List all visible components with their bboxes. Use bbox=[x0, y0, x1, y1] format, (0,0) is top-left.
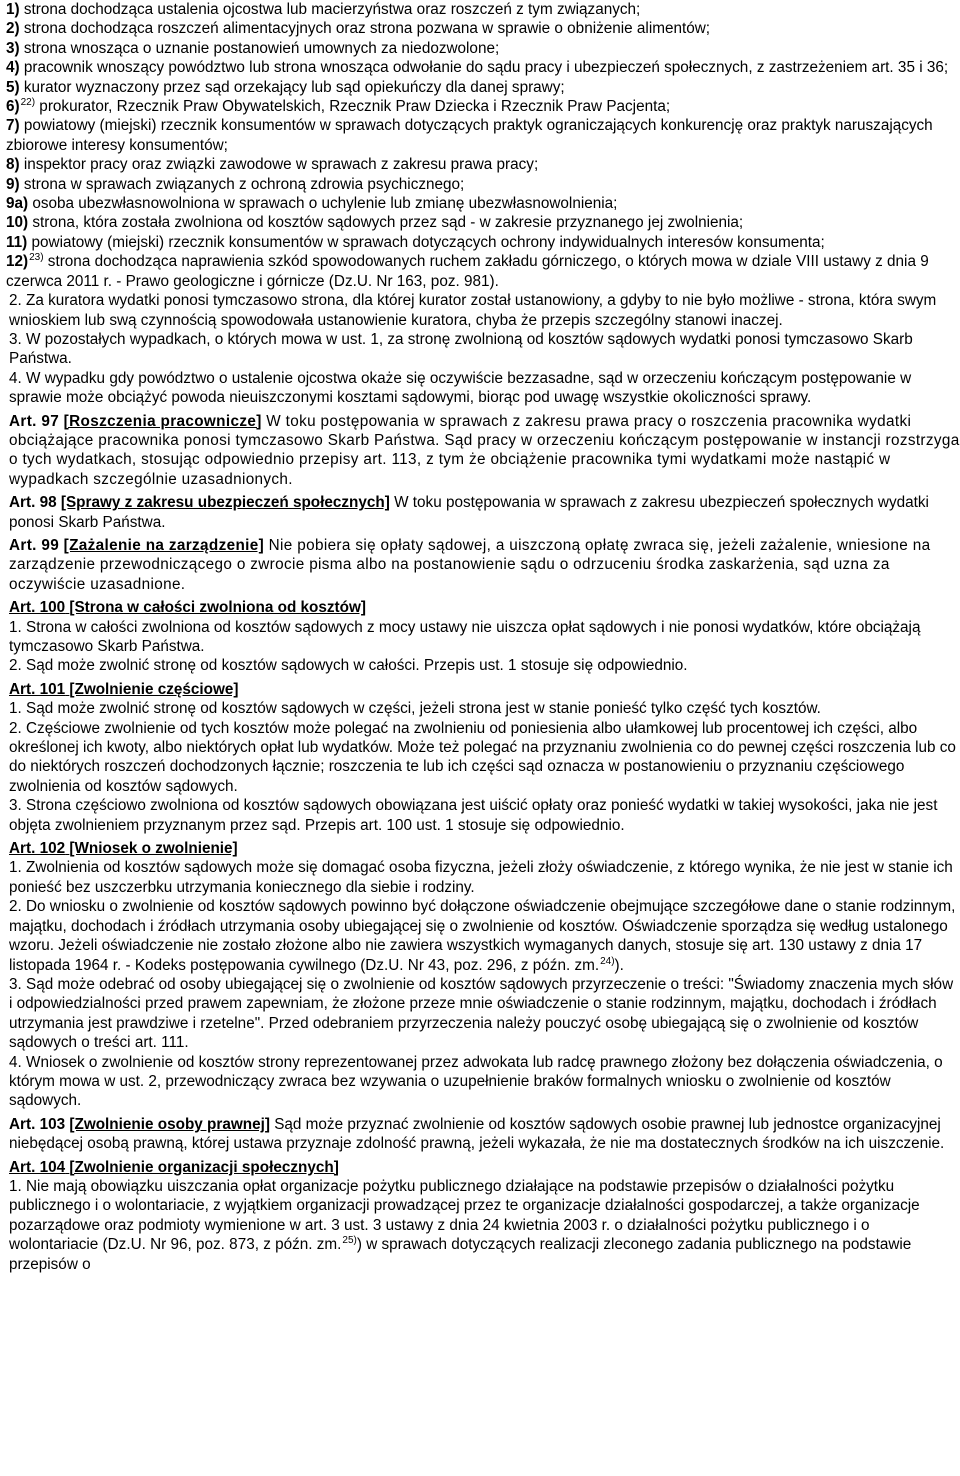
article-102-paragraph-2-text: 2. Do wniosku o zwolnienie od kosztów sądowych powinno być dołączone oświadczenie obejmujące szczegółowe dane o stanie rodzinnym, majątku, dochodach i źródłach utrzymania osoby ubiegającej się o zwolnienie od kosztów. Oświadczenie sporządza się według ustalonego wzoru. Jeżeli oświadczenie nie zostało złożone albo nie zawiera wszystkich wymaganych danych, stosuje się art. 130 ustawy z dnia 17 listopada 1964 r. - Kodeks postępowania cywilnego (Dz.U. Nr 43, poz. 296, z późn. zm. bbox=[9, 898, 956, 974]
list-item-text: strona wnosząca o uznanie postanowień umownych za niedozwolone; bbox=[19, 39, 500, 57]
article-98-label: Art. 98 bbox=[9, 494, 57, 512]
list-item-number: 5) bbox=[6, 78, 20, 96]
list-item bbox=[6, 194, 960, 213]
article-102-paragraph-2 bbox=[6, 897, 960, 975]
article-104-label: Art. 104 bbox=[9, 1158, 66, 1176]
list-item-text: strona w sprawach związanych z ochroną zdrowia psychicznego; bbox=[19, 175, 465, 193]
art96-paragraph-2: 2. Za kuratora wydatki ponosi tymczasowo strona, dla której kurator został ustanowiony, a gdyby to nie było możliwe - strona, która swym wnioskiem lub swą czynnością spowodowała ustanowienie kuratora, chyba że przepis szczególny stanowi inaczej. bbox=[9, 292, 937, 329]
article-101-heading-line bbox=[6, 680, 960, 699]
list-item-text: powiatowy (miejski) rzecznik konsumentów w sprawach dotyczących praktyk ograniczających konkurencję oraz praktyk naruszających zbiorowe interesy konsumentów; bbox=[6, 117, 933, 154]
article-99 bbox=[6, 536, 960, 594]
list-item bbox=[6, 97, 960, 116]
list-item-number: 10) bbox=[6, 214, 29, 232]
list-item bbox=[6, 58, 960, 77]
list-item-text: inspektor pracy oraz związki zawodowe w sprawach z zakresu prawa pracy; bbox=[19, 156, 539, 174]
article-104-paragraph-1 bbox=[6, 1177, 960, 1274]
list-item bbox=[6, 233, 960, 252]
list-item bbox=[6, 116, 960, 155]
list-item-text: strona dochodząca naprawienia szkód spowodowanych ruchem zakładu górniczego, o których mowa w dziale VIII ustawy z dnia 9 czerwca 2011 r. - Prawo geologiczne i górnicze (Dz.U. Nr 163, poz. 981). bbox=[6, 253, 929, 290]
article-97-text: W toku postępowania w sprawach z zakresu prawa pracy o roszczenia pracownika wydatki obciążające pracownika ponosi tymczasowo Skarb Państwa. Sąd pracy w orzeczeniu kończącym postępowanie w instancji rozstrzyga o tych wydatkach, stosując odpowiednio przepisy art. 113, z tym że obciążenie pracownika tymi wydatkami może nastąpić w wypadkach szczególnie uzasadnionych. bbox=[9, 412, 960, 488]
list-item-number: 6) bbox=[6, 98, 20, 116]
article-101-label: Art. 101 bbox=[9, 680, 66, 698]
article-98-heading: [Sprawy z zakresu ubezpieczeń społecznych] bbox=[60, 494, 390, 512]
footnote-marker: 23) bbox=[29, 252, 44, 264]
article-101-heading: [Zwolnienie częściowe] bbox=[69, 680, 239, 698]
article-104-heading: [Zwolnienie organizacji społecznych] bbox=[69, 1158, 339, 1176]
article-104-paragraph-1-end: ) w sprawach dotyczących realizacji zleconego zadania publicznego na podstawie przepisów o bbox=[9, 1236, 912, 1273]
footnote-marker: 22) bbox=[20, 97, 36, 109]
list-item-number: 3) bbox=[6, 39, 20, 57]
article-102-heading-line bbox=[6, 839, 960, 858]
article-99-label: Art. 99 bbox=[9, 536, 60, 554]
list-item-text: strona, która została zwolniona od kosztów sądowych przez sąd - w zakresie przyznanego jej zwolnienia; bbox=[28, 214, 744, 232]
list-item bbox=[6, 252, 960, 291]
list-item bbox=[6, 155, 960, 174]
list-item-number: 9a) bbox=[6, 195, 29, 213]
list-item bbox=[6, 19, 960, 38]
article-104-paragraph-1-text: 1. Nie mają obowiązku uiszczania opłat organizacje pożytku publicznego działające na podstawie przepisów o działalności pożytku publicznego i o wolontariacie, z wyjątkiem organizacji prowadzącej przez te organizacje działalności gospodarczej, a także organizacje pozarządowe oraz podmioty wymienione w art. 3 ust. 3 ustawy z dnia 24 kwietnia 2003 r. o działalności pożytku publicznego i o wolontariacie (Dz.U. Nr 96, poz. 873, z późn. zm. bbox=[9, 1177, 920, 1254]
list-item-text: strona dochodząca ustalenia ojcostwa lub macierzyństwa oraz roszczeń z tym związanych; bbox=[19, 1, 641, 18]
list-item-number: 11) bbox=[6, 233, 28, 251]
list-item-text: strona dochodząca roszczeń alimentacyjnych oraz strona pozwana w sprawie o obniżenie alimentów; bbox=[19, 20, 711, 38]
list-item bbox=[6, 39, 960, 58]
article-102-paragraph-3: 3. Sąd może odebrać od osoby ubiegającej się o zwolnienie od kosztów sądowych przyrzeczenie o treści: "Świadomy znaczenia mych słów i odpowiedzialności przed prawem zapewniam, że złożone przeze mnie oświadczenie o stanie rodzinnym, majątku, dochodach i źródłach utrzymania jest prawdziwe i rzetelne". Przed odebraniem przyrzeczenia należy pouczyć osobę ubiegającą się o zwolnienie od kosztów sądowych o treści art. 111. bbox=[9, 975, 954, 1052]
article-102-paragraph-2-end: ). bbox=[614, 956, 624, 974]
footnote-24-marker: 24) bbox=[600, 955, 615, 967]
article-97 bbox=[6, 412, 960, 490]
list-item-text: powiatowy (miejski) rzecznik konsumentów w sprawach dotyczących ochrony indywidualnych interesów konsumenta; bbox=[27, 233, 825, 251]
article-101-paragraph-2: 2. Częściowe zwolnienie od tych kosztów może polegać na zwolnieniu od poniesienia albo ułamkowej lub procentowej ich części, albo określonej ich kwoty, albo niektórych opłat lub wydatków. Może też polegać na przyznaniu zwolnienia co do pewnej części roszczenia lub co do niektórych roszczeń dochodzonych łącznie; roszczenia te lub ich części sąd oznacza w postanowieniu o przyznaniu częściowego zwolnienia od kosztów sądowych. bbox=[9, 719, 956, 795]
article-98-text: W toku postępowania w sprawach z zakresu ubezpieczeń społecznych wydatki ponosi Skarb Państwa. bbox=[9, 494, 929, 531]
enumerated-list bbox=[6, 0, 960, 291]
list-item-number: 7) bbox=[6, 117, 20, 135]
article-102-paragraph-4: 4. Wniosek o zwolnienie od kosztów strony reprezentowanej przez adwokata lub radcę prawnego złożony bez dołączenia oświadczenia, o którym mowa w ust. 2, przewodniczący zwraca bez wzywania o uzupełnienie braków formalnych wniosku o zwolnienie od kosztów sądowych. bbox=[9, 1053, 943, 1110]
article-101-paragraph-1: 1. Sąd może zwolnić stronę od kosztów sądowych w części, jeżeli strona jest w stanie ponieść tylko część tych kosztów. bbox=[9, 700, 821, 718]
article-100-heading-line bbox=[6, 598, 960, 617]
list-item-text: prokurator, Rzecznik Praw Obywatelskich, Rzecznik Praw Dziecka i Rzecznik Praw Pacjenta; bbox=[35, 98, 671, 116]
article-103-heading: [Zwolnienie osoby prawnej] bbox=[69, 1115, 270, 1133]
list-item bbox=[6, 78, 960, 97]
article-103-text: Sąd może przyznać zwolnienie od kosztów sądowych osobie prawnej lub jednostce organizacyjnej niebędącej osobą prawną, której ustawa przyznaje zdolność prawną, jeżeli wykazała, że nie ma dostatecznych środków na ich uiszczenie. bbox=[9, 1115, 945, 1153]
list-item-number: 9) bbox=[6, 175, 20, 193]
article-99-heading: [Zażalenie na zarządzenie] bbox=[63, 536, 265, 554]
art96-paragraph-4: 4. W wypadku gdy powództwo o ustalenie ojcostwa okaże się oczywiście bezzasadne, sąd w orzeczeniu kończącym postępowanie w sprawie może obciążyć powoda nieuiszczonymi kosztami sądowymi, biorąc pod uwagę wszystkie okoliczności sprawy. bbox=[9, 369, 912, 407]
article-103-label: Art. 103 bbox=[9, 1115, 66, 1133]
list-item-number: 8) bbox=[6, 156, 20, 174]
article-102-paragraph-1: 1. Zwolnienia od kosztów sądowych może się domagać osoba fizyczna, jeżeli złoży oświadczenie, z którego wynika, że nie jest w stanie ich ponieść bez uszczerbku utrzymania koniecznego dla siebie i rodziny. bbox=[9, 859, 953, 896]
article-104-heading-line bbox=[6, 1158, 960, 1177]
article-101-paragraph-3: 3. Strona częściowo zwolniona od kosztów sądowych obowiązana jest uiścić opłaty oraz ponieść wydatki w takiej wysokości, jaka nie jest objęta zwolnieniem przyznanym przez sąd. Przepis art. 100 ust. 1 stosuje się odpowiednio. bbox=[9, 797, 938, 834]
list-item bbox=[6, 0, 960, 19]
article-99-text: Nie pobiera się opłaty sądowej, a uiszczoną opłatę zwraca się, jeżeli zażalenie, wniesione na zarządzenie przewodniczącego o zwrocie pisma albo na postanowienie sądu o odrzuceniu środka zaskarżenia, sąd uzna za oczywiście uzasadnione. bbox=[9, 536, 931, 593]
footnote-25-marker: 25) bbox=[342, 1235, 357, 1247]
list-item-number: 4) bbox=[6, 59, 20, 77]
list-item-text: pracownik wnoszący powództwo lub strona wnosząca odwołanie do sądu pracy i ubezpieczeń społecznych, z zastrzeżeniem art. 35 i 36; bbox=[19, 59, 949, 77]
article-97-heading: [Roszczenia pracownicze] bbox=[63, 412, 262, 430]
list-item-number: 12) bbox=[6, 253, 29, 271]
list-item bbox=[6, 213, 960, 232]
list-item-text: kurator wyznaczony przez sąd orzekający lub sąd opiekuńczy dla danej sprawy; bbox=[19, 78, 565, 96]
article-100-label: Art. 100 bbox=[9, 599, 66, 617]
article-97-label: Art. 97 bbox=[9, 412, 60, 430]
article-98 bbox=[6, 493, 960, 532]
list-item-number: 1) bbox=[6, 1, 20, 18]
article-100-heading: [Strona w całości zwolniona od kosztów] bbox=[69, 599, 366, 617]
article-102-heading: [Wniosek o zwolnienie] bbox=[69, 840, 238, 858]
list-item-text: osoba ubezwłasnowolniona w sprawach o uchylenie lub zmianę ubezwłasnowolnienia; bbox=[28, 195, 618, 213]
article-103 bbox=[6, 1115, 960, 1154]
list-item-number: 2) bbox=[6, 20, 20, 38]
list-item bbox=[6, 175, 960, 194]
article-100-paragraph-1: 1. Strona w całości zwolniona od kosztów sądowych z mocy ustawy nie uiszcza opłat sądowych i nie ponosi wydatków, które obciążają tymczasowo Skarb Państwa. bbox=[9, 618, 921, 655]
art96-paragraph-3: 3. W pozostałych wypadkach, o których mowa w ust. 1, za stronę zwolnioną od kosztów sądowych wydatki ponosi tymczasowo Skarb Państwa. bbox=[9, 330, 913, 368]
article-100-paragraph-2: 2. Sąd może zwolnić stronę od kosztów sądowych w całości. Przepis ust. 1 stosuje się odpowiednio. bbox=[9, 657, 688, 675]
article-102-label: Art. 102 bbox=[9, 840, 66, 858]
